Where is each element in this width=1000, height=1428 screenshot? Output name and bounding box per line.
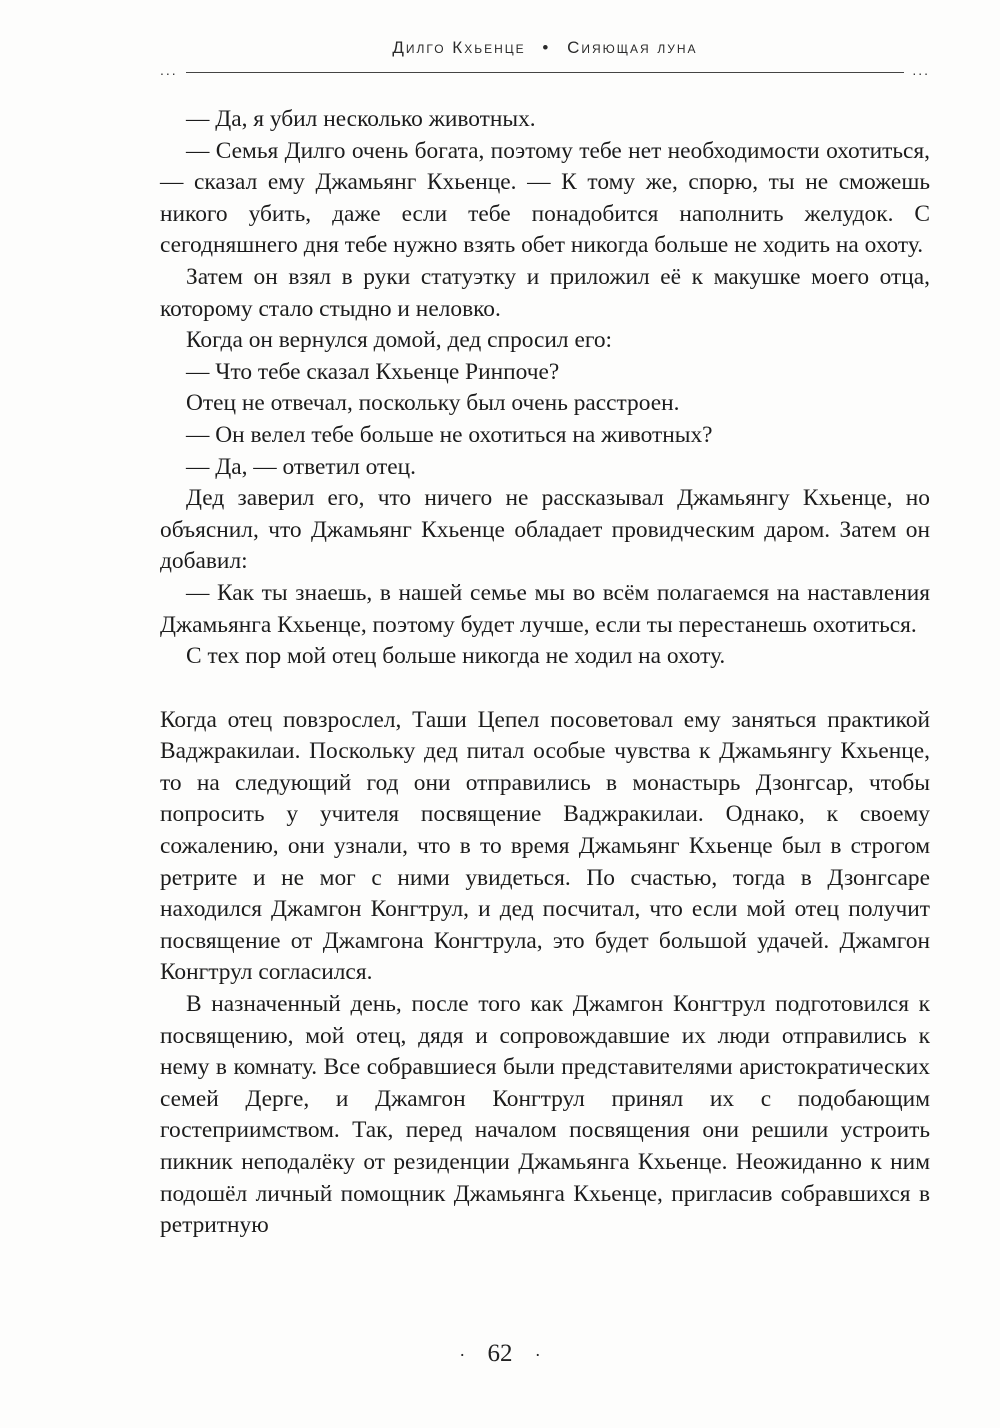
paragraph: — Как ты знаешь, в нашей семье мы во всём полагаемся на наставления Джамьянга Кхьенце, поэтому будет лучше, если ты перестанешь охотиться. — [160, 579, 930, 638]
paragraph: — Да, — ответил отец. — [186, 453, 417, 480]
header-ellipsis-left: ... — [160, 62, 178, 78]
header-rule — [160, 62, 930, 80]
paragraph: Отец не отвечал, поскольку был очень расстроен. — [186, 390, 680, 417]
folio-dot-left: · — [459, 1344, 466, 1365]
paragraph: — Что тебе сказал Кхьенце Ринпоче? — [186, 358, 560, 385]
paragraph: Дед заверил его, что ничего не рассказывал Джамьянгу Кхьенце, но объяснил, что Джамьянг Кхьенце обладает провидческим даром. Затем он добавил: — [160, 485, 930, 575]
running-head-author: Дилго Кхьенце — [392, 38, 526, 57]
paragraph: — Да, я убил несколько животных. — [186, 106, 536, 132]
paragraph: Когда он вернулся домой, дед спросил его: — [186, 327, 613, 354]
header-divider-line — [186, 72, 904, 73]
paragraph: Затем он взял в руки статуэтку и приложил её к макушке моего отца, которому стало стыдно и неловко. — [160, 263, 930, 322]
paragraph: В назначенный день, после того как Джамгон Конгтрул подготовился к посвящению, мой отец, дядя и сопровождавшие их люди отправились к нему в комнату. Все собравшиеся были представителями аристократических семей Дерге, и Джамгон Конгтрул принял их с подобающим гостеприимством. Так, перед началом посвящения они решили устроить пикник неподалёку от резиденции Джамьянга Кхьенце. Неожиданно к ним подошёл личный помощник Джамьянга Кхьенце, пригласив собравшихся в ретритную — [160, 991, 930, 1239]
page-footer — [0, 1340, 1000, 1368]
body-text — [160, 104, 930, 1242]
folio-dot-right: · — [534, 1344, 541, 1365]
paragraph: — Он велел тебе больше не охотиться на животных? — [186, 421, 713, 448]
paragraph: — Семья Дилго очень богата, поэтому тебе нет необходимости охотиться, — сказал ему Джамьянг Кхьенце. — К тому же, спорю, ты не сможешь никого убить, даже если тебе понадобится наполнить желудок. С сегодняшнего дня тебе нужно взять обет никогда больше не ходить на охоту. — [160, 137, 930, 259]
paragraph: С тех пор мой отец больше никогда не ходил на охоту. — [186, 643, 726, 670]
section-first-paragraph: Когда отец повзрослел, Таши Цепел посоветовал ему заняться практикой Ваджракилаи. Поскольку дед питал особые чувства к Джамьянгу Кхьенце, то на следующий год они отправились в монастырь Дзонгсар, чтобы попросить у учителя посвящение Ваджракилаи. Однако, к своему сожалению, они узнали, что в то время Джамьянг Кхьенце был в строгом ретрите и не мог с ними увидеться. По счастью, тогда в Дзонгсаре находился Джамгон Конгтрул, и дед посчитал, что если мой отец получит посвящение от Джамгона Конгтрула, это будет большой удачей. Джамгон Конгтрул согласился. — [160, 706, 930, 986]
running-head-title: Сияющая луна — [567, 38, 698, 57]
running-head — [160, 38, 930, 58]
running-head-separator: • — [542, 38, 551, 57]
page-number: 62 — [487, 1340, 513, 1367]
header-ellipsis-right: ... — [912, 62, 930, 78]
